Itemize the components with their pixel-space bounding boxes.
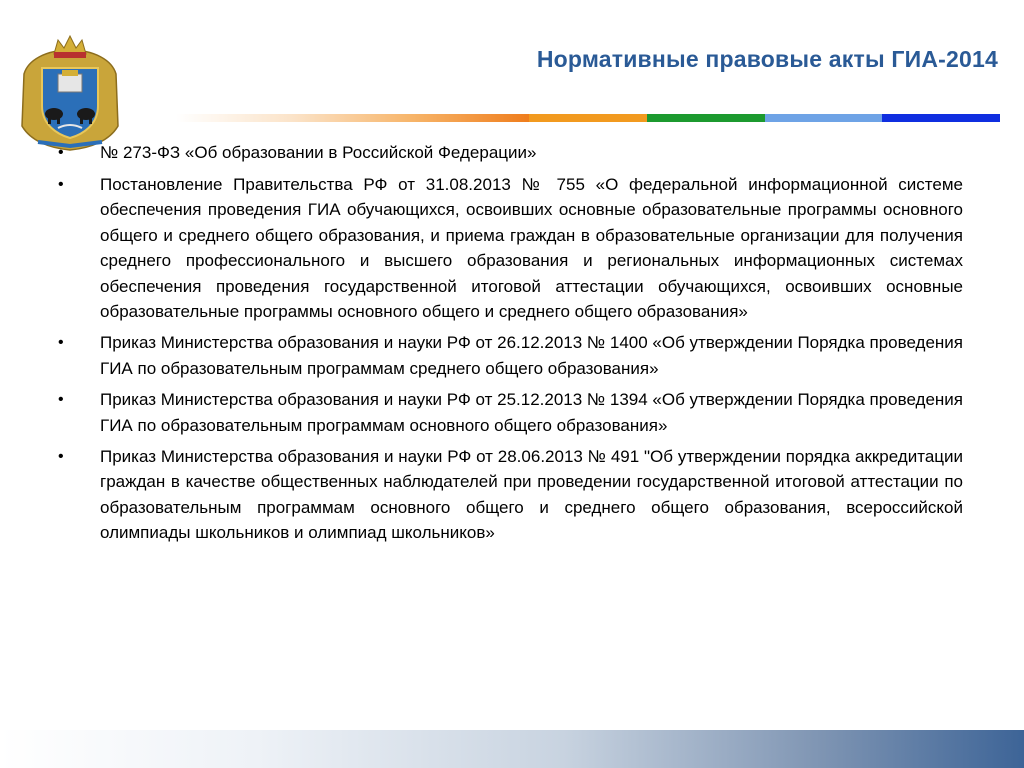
color-bar-segment bbox=[529, 114, 647, 122]
list-item-text: Приказ Министерства образования и науки РФ от 28.06.2013 № 491 "Об утверждении порядка аккредитации граждан в качестве общественных наблюдателей при проведении государственной итоговой аттестации по образовательным программам основного общего и среднего общего образования, всероссийской олимпиады школьников и олимпиад школьников» bbox=[100, 447, 963, 543]
list-item-text: Постановление Правительства РФ от 31.08.2013 № 755 «О федеральной информационной системе обеспечения проведения ГИА обучающихся, освоивших основные образовательные программы основного общего и среднего общего образования, и приема граждан в образовательные организации для получения среднего профессионального и высшего образования и региональных информационных системах обеспечения проведения государственной итоговой аттестации обучающихся, освоивших основные образовательные программы основного общего и среднего общего образования» bbox=[100, 175, 963, 322]
list-item bbox=[58, 330, 963, 381]
footer-gradient-band bbox=[0, 730, 1024, 768]
color-bar-segment bbox=[294, 114, 412, 122]
header-color-bar bbox=[176, 114, 1000, 122]
color-bar-segment bbox=[411, 114, 529, 122]
bullet-marker: • bbox=[58, 448, 64, 466]
regulation-list bbox=[58, 140, 963, 552]
page-title: Нормативные правовые акты ГИА-2014 bbox=[536, 46, 998, 72]
list-item-text: Приказ Министерства образования и науки РФ от 26.12.2013 № 1400 «Об утверждении Порядка проведения ГИА по образовательным программам среднего общего образования» bbox=[100, 333, 963, 378]
list-item bbox=[58, 140, 963, 166]
bullet-marker: • bbox=[58, 144, 64, 161]
color-bar-segment bbox=[882, 114, 1000, 122]
bullet-marker: • bbox=[58, 391, 64, 409]
color-bar-segment bbox=[647, 114, 765, 122]
list-item bbox=[58, 444, 963, 546]
list-item-text: № 273-ФЗ «Об образовании в Российской Федерации» bbox=[100, 143, 537, 162]
list-item-text: Приказ Министерства образования и науки РФ от 25.12.2013 № 1394 «Об утверждении Порядка проведения ГИА по образовательным программам основного общего образования» bbox=[100, 390, 963, 435]
coat-of-arms-icon bbox=[18, 34, 122, 152]
bullet-marker: • bbox=[58, 176, 64, 193]
bullet-marker: • bbox=[58, 334, 64, 352]
color-bar-segment bbox=[765, 114, 883, 122]
list-item bbox=[58, 387, 963, 438]
list-item bbox=[58, 172, 963, 324]
color-bar-segment bbox=[176, 114, 294, 122]
